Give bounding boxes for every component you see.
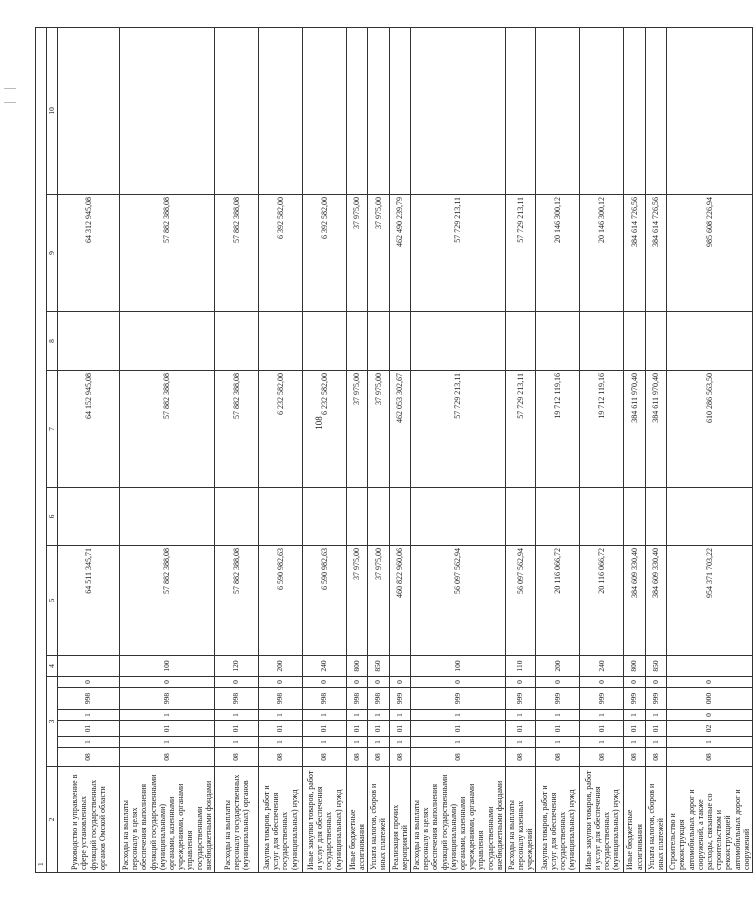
row-amount-v10 — [645, 27, 666, 194]
row-amount-v10 — [667, 27, 753, 194]
row-amount-v7: 610 286 563,50 — [667, 371, 753, 488]
row-amount-v9: 20 146 300,12 — [580, 195, 624, 312]
row-code-c6: 0 — [368, 677, 389, 688]
row-code-c2: 1 — [624, 737, 645, 748]
row-code-c3: 01 — [346, 721, 367, 737]
budget-row — [624, 27, 645, 872]
row-code-c3: 01 — [214, 721, 258, 737]
header-row — [47, 27, 58, 872]
row-amount-v8 — [58, 312, 120, 371]
row-code-c1: 08 — [258, 748, 302, 767]
row-amount-v5: 57 882 388,08 — [214, 546, 258, 656]
row-expense-type: 200 — [258, 656, 302, 677]
row-code-c6: 0 — [120, 677, 215, 688]
row-amount-v9: 384 614 726,56 — [645, 195, 666, 312]
row-code-c2: 1 — [58, 737, 120, 748]
row-code-c5: 998 — [214, 688, 258, 710]
row-amount-v5: 6 590 982,63 — [302, 546, 346, 656]
header-cell: 2 — [47, 767, 58, 873]
row-amount-v5: 56 097 562,94 — [411, 546, 506, 656]
scan-artifact-mark — [4, 88, 16, 89]
row-code-c2: 1 — [302, 737, 346, 748]
row-code-c1: 08 — [536, 748, 580, 767]
row-code-c6: 0 — [580, 677, 624, 688]
row-code-c3: 01 — [645, 721, 666, 737]
row-amount-v6 — [368, 488, 389, 546]
row-code-c6: 0 — [389, 677, 410, 688]
row-amount-v8 — [389, 312, 410, 371]
row-code-c6: 0 — [624, 677, 645, 688]
budget-row — [302, 27, 346, 872]
row-amount-v9: 20 146 300,12 — [536, 195, 580, 312]
row-amount-v6 — [120, 488, 215, 546]
row-name: Иные закупки товаров, работ и услуг для обеспечения государственных (муниципальных) нужд — [580, 767, 624, 873]
row-code-c3: 01 — [58, 721, 120, 737]
row-amount-v8 — [368, 312, 389, 371]
row-code-c4: 1 — [346, 710, 367, 721]
row-name: Расходы на выплаты персоналу государственных (муниципальных) органов — [214, 767, 258, 873]
budget-table — [35, 27, 753, 873]
row-expense-type: 800 — [624, 656, 645, 677]
header-cell: 4 — [47, 656, 58, 677]
row-code-c2: 1 — [505, 737, 536, 748]
header-cell: 8 — [47, 312, 58, 371]
row-code-c3: 01 — [536, 721, 580, 737]
row-code-c5: 998 — [58, 688, 120, 710]
row-expense-type: 240 — [580, 656, 624, 677]
budget-row — [58, 27, 120, 872]
page-number: 108 — [313, 416, 324, 430]
row-amount-v8 — [645, 312, 666, 371]
row-code-c4: 0 — [667, 710, 753, 721]
row-code-c2: 1 — [258, 737, 302, 748]
row-code-c2: 1 — [536, 737, 580, 748]
row-amount-v9: 6 392 582,00 — [302, 195, 346, 312]
row-amount-v8 — [120, 312, 215, 371]
row-amount-v10 — [536, 27, 580, 194]
budget-row — [120, 27, 215, 872]
row-code-c4: 1 — [120, 710, 215, 721]
row-amount-v7: 19 712 119,16 — [580, 371, 624, 488]
row-amount-v5: 460 822 960,06 — [389, 546, 410, 656]
row-amount-v5: 37 975,00 — [346, 546, 367, 656]
row-amount-v10 — [120, 27, 215, 194]
row-code-c6: 0 — [411, 677, 506, 688]
rotated-document — [35, 28, 751, 873]
row-amount-v6 — [411, 488, 506, 546]
row-amount-v6 — [58, 488, 120, 546]
row-code-c6: 0 — [346, 677, 367, 688]
row-code-c4: 1 — [645, 710, 666, 721]
row-code-c6: 0 — [667, 677, 753, 688]
row-amount-v6 — [346, 488, 367, 546]
row-name: Расходы на выплаты персоналу в целях обеспечения выполнения функций государственными (муниципальными) органами, казенными учреждениями, органами управления государственными внебюджетными фондами — [411, 767, 506, 873]
row-code-c5: 999 — [580, 688, 624, 710]
row-code-c3: 01 — [368, 721, 389, 737]
row-amount-v10 — [624, 27, 645, 194]
row-amount-v5: 64 511 345,71 — [58, 546, 120, 656]
row-expense-type: 110 — [505, 656, 536, 677]
header-cell: 7 — [47, 371, 58, 488]
header-row-index — [36, 27, 47, 872]
row-code-c6: 0 — [505, 677, 536, 688]
row-amount-v8 — [346, 312, 367, 371]
row-amount-v5: 6 590 982,63 — [258, 546, 302, 656]
row-code-c3: 01 — [624, 721, 645, 737]
row-code-c3: 01 — [389, 721, 410, 737]
row-amount-v10 — [411, 27, 506, 194]
row-code-c5: 998 — [302, 688, 346, 710]
row-code-c5: 999 — [645, 688, 666, 710]
row-amount-v7: 19 712 119,16 — [536, 371, 580, 488]
row-expense-type: 850 — [368, 656, 389, 677]
header-cell: 3 — [47, 677, 58, 767]
header-cell: 9 — [47, 195, 58, 312]
budget-row — [645, 27, 666, 872]
row-amount-v7: 6 232 582,00 — [302, 371, 346, 488]
row-code-c4: 1 — [505, 710, 536, 721]
row-code-c5: 000 — [667, 688, 753, 710]
row-amount-v9: 57 729 213,11 — [505, 195, 536, 312]
row-expense-type: 800 — [346, 656, 367, 677]
row-code-c2: 1 — [368, 737, 389, 748]
row-code-c5: 999 — [411, 688, 506, 710]
row-code-c5: 998 — [120, 688, 215, 710]
header-cell: 5 — [47, 546, 58, 656]
row-amount-v9: 37 975,00 — [368, 195, 389, 312]
row-code-c4: 1 — [624, 710, 645, 721]
row-code-c3: 01 — [120, 721, 215, 737]
row-code-c4: 1 — [536, 710, 580, 721]
row-code-c1: 08 — [645, 748, 666, 767]
row-amount-v8 — [624, 312, 645, 371]
row-amount-v8 — [667, 312, 753, 371]
row-amount-v10 — [346, 27, 367, 194]
row-code-c5: 999 — [536, 688, 580, 710]
row-code-c3: 01 — [505, 721, 536, 737]
row-amount-v7: 384 611 970,40 — [624, 371, 645, 488]
row-amount-v6 — [580, 488, 624, 546]
row-code-c2: 1 — [214, 737, 258, 748]
row-amount-v6 — [667, 488, 753, 546]
row-code-c3: 01 — [258, 721, 302, 737]
row-code-c1: 08 — [368, 748, 389, 767]
row-code-c4: 1 — [214, 710, 258, 721]
row-code-c5: 999 — [505, 688, 536, 710]
row-amount-v9: 57 729 213,11 — [411, 195, 506, 312]
row-expense-type: 240 — [302, 656, 346, 677]
row-code-c1: 08 — [120, 748, 215, 767]
row-amount-v5: 384 609 330,40 — [645, 546, 666, 656]
row-name: Расходы на выплаты персоналу казенных учреждений — [505, 767, 536, 873]
row-code-c2: 1 — [389, 737, 410, 748]
row-amount-v9: 64 312 945,08 — [58, 195, 120, 312]
budget-row — [389, 27, 410, 872]
row-expense-type: 200 — [536, 656, 580, 677]
row-expense-type: 850 — [645, 656, 666, 677]
row-code-c5: 999 — [624, 688, 645, 710]
row-name: Иные бюджетные ассигнования — [346, 767, 367, 873]
row-amount-v5: 954 371 703,22 — [667, 546, 753, 656]
row-code-c1: 08 — [505, 748, 536, 767]
row-amount-v6 — [624, 488, 645, 546]
row-code-c4: 1 — [302, 710, 346, 721]
row-amount-v6 — [389, 488, 410, 546]
row-code-c1: 08 — [389, 748, 410, 767]
row-amount-v6 — [302, 488, 346, 546]
row-name: Расходы на выплаты персоналу в целях обеспечения выполнения функций государственными (муниципальными) органами, казенными учреждениями, органами управления государственными внебюджетными фондами — [120, 767, 215, 873]
row-code-c3: 02 — [667, 721, 753, 737]
budget-row — [258, 27, 302, 872]
row-amount-v7: 57 729 213,11 — [505, 371, 536, 488]
row-amount-v10 — [505, 27, 536, 194]
row-amount-v9: 462 490 239,79 — [389, 195, 410, 312]
row-amount-v5: 384 609 330,40 — [624, 546, 645, 656]
row-amount-v10 — [302, 27, 346, 194]
row-code-c6: 0 — [58, 677, 120, 688]
row-amount-v7: 384 611 970,40 — [645, 371, 666, 488]
row-name: Закупка товаров, работ и услуг для обеспечения государственных (муниципальных) нужд — [258, 767, 302, 873]
row-amount-v8 — [258, 312, 302, 371]
row-code-c5: 998 — [258, 688, 302, 710]
row-code-c2: 1 — [411, 737, 506, 748]
row-name: Уплата налогов, сборов и иных платежей — [645, 767, 666, 873]
row-amount-v7: 6 232 582,00 — [258, 371, 302, 488]
row-code-c1: 08 — [346, 748, 367, 767]
row-amount-v6 — [258, 488, 302, 546]
row-amount-v8 — [214, 312, 258, 371]
header-cell: 10 — [47, 27, 58, 194]
budget-row — [346, 27, 367, 872]
row-code-c2: 1 — [645, 737, 666, 748]
row-code-c4: 1 — [258, 710, 302, 721]
row-amount-v7: 37 975,00 — [346, 371, 367, 488]
row-amount-v8 — [505, 312, 536, 371]
row-name: Строительство и реконструкция автомобильных дорог и сооружений, а также расходы, связанные со строительством и реконструкцией автомобильных дорог и сооружений — [667, 767, 753, 873]
row-amount-v9: 57 882 388,08 — [214, 195, 258, 312]
row-code-c1: 08 — [58, 748, 120, 767]
row-name: Руководство и управление в сфере установленных функций государственных органов Омской области — [58, 767, 120, 873]
row-code-c3: 01 — [580, 721, 624, 737]
row-amount-v5: 20 116 066,72 — [536, 546, 580, 656]
row-expense-type — [58, 656, 120, 677]
row-amount-v8 — [411, 312, 506, 371]
row-code-c5: 998 — [346, 688, 367, 710]
row-expense-type — [667, 656, 753, 677]
row-amount-v9: 6 392 582,00 — [258, 195, 302, 312]
row-code-c6: 0 — [302, 677, 346, 688]
row-code-c1: 08 — [624, 748, 645, 767]
row-expense-type: 100 — [120, 656, 215, 677]
row-code-c1: 08 — [214, 748, 258, 767]
row-amount-v10 — [258, 27, 302, 194]
row-amount-v10 — [389, 27, 410, 194]
row-amount-v10 — [58, 27, 120, 194]
budget-row — [580, 27, 624, 872]
row-code-c1: 08 — [580, 748, 624, 767]
row-code-c2: 1 — [580, 737, 624, 748]
scan-artifact-mark — [4, 102, 16, 103]
row-amount-v7: 462 053 302,67 — [389, 371, 410, 488]
row-code-c6: 0 — [258, 677, 302, 688]
row-code-c1: 08 — [667, 748, 753, 767]
row-code-c4: 1 — [58, 710, 120, 721]
budget-row — [368, 27, 389, 872]
budget-row — [536, 27, 580, 872]
row-code-c6: 0 — [214, 677, 258, 688]
row-code-c1: 08 — [302, 748, 346, 767]
header-cell: 6 — [47, 488, 58, 546]
row-code-c4: 1 — [389, 710, 410, 721]
row-amount-v9: 37 975,00 — [346, 195, 367, 312]
budget-row — [667, 27, 753, 872]
row-code-c4: 1 — [580, 710, 624, 721]
row-code-c3: 01 — [411, 721, 506, 737]
row-amount-v5: 37 975,00 — [368, 546, 389, 656]
row-amount-v6 — [214, 488, 258, 546]
row-amount-v5: 56 097 562,94 — [505, 546, 536, 656]
row-code-c2: 1 — [120, 737, 215, 748]
row-name: Уплата налогов, сборов и иных платежей — [368, 767, 389, 873]
row-amount-v7: 37 975,00 — [368, 371, 389, 488]
row-expense-type: 120 — [214, 656, 258, 677]
row-code-c2: 1 — [346, 737, 367, 748]
row-name: Иные бюджетные ассигнования — [624, 767, 645, 873]
row-name: Закупка товаров, работ и услуг для обеспечения государственных (муниципальных) нужд — [536, 767, 580, 873]
header-cell-index: 1 — [36, 27, 47, 872]
row-amount-v10 — [368, 27, 389, 194]
row-amount-v5: 20 116 066,72 — [580, 546, 624, 656]
row-code-c4: 1 — [411, 710, 506, 721]
row-code-c2: 1 — [667, 737, 753, 748]
row-amount-v7: 64 152 945,08 — [58, 371, 120, 488]
budget-row — [411, 27, 506, 872]
row-amount-v10 — [214, 27, 258, 194]
row-name: Реализация прочих мероприятий — [389, 767, 410, 873]
row-code-c4: 1 — [368, 710, 389, 721]
row-code-c5: 998 — [368, 688, 389, 710]
row-amount-v7: 57 882 388,08 — [120, 371, 215, 488]
row-code-c3: 01 — [302, 721, 346, 737]
budget-row — [505, 27, 536, 872]
row-amount-v6 — [645, 488, 666, 546]
row-amount-v8 — [580, 312, 624, 371]
row-amount-v10 — [580, 27, 624, 194]
row-expense-type — [389, 656, 410, 677]
row-expense-type: 100 — [411, 656, 506, 677]
row-name: Иные закупки товаров, работ и услуг для обеспечения государственных (муниципальных) нужд — [302, 767, 346, 873]
row-amount-v6 — [536, 488, 580, 546]
row-amount-v8 — [302, 312, 346, 371]
row-amount-v8 — [536, 312, 580, 371]
row-amount-v7: 57 729 213,11 — [411, 371, 506, 488]
row-code-c5: 999 — [389, 688, 410, 710]
row-amount-v9: 384 614 726,56 — [624, 195, 645, 312]
row-amount-v6 — [505, 488, 536, 546]
row-code-c6: 0 — [536, 677, 580, 688]
row-code-c6: 0 — [645, 677, 666, 688]
budget-row — [214, 27, 258, 872]
row-amount-v7: 57 882 388,08 — [214, 371, 258, 488]
row-amount-v9: 985 608 226,94 — [667, 195, 753, 312]
row-amount-v9: 57 882 388,08 — [120, 195, 215, 312]
row-amount-v5: 57 882 388,08 — [120, 546, 215, 656]
row-code-c1: 08 — [411, 748, 506, 767]
